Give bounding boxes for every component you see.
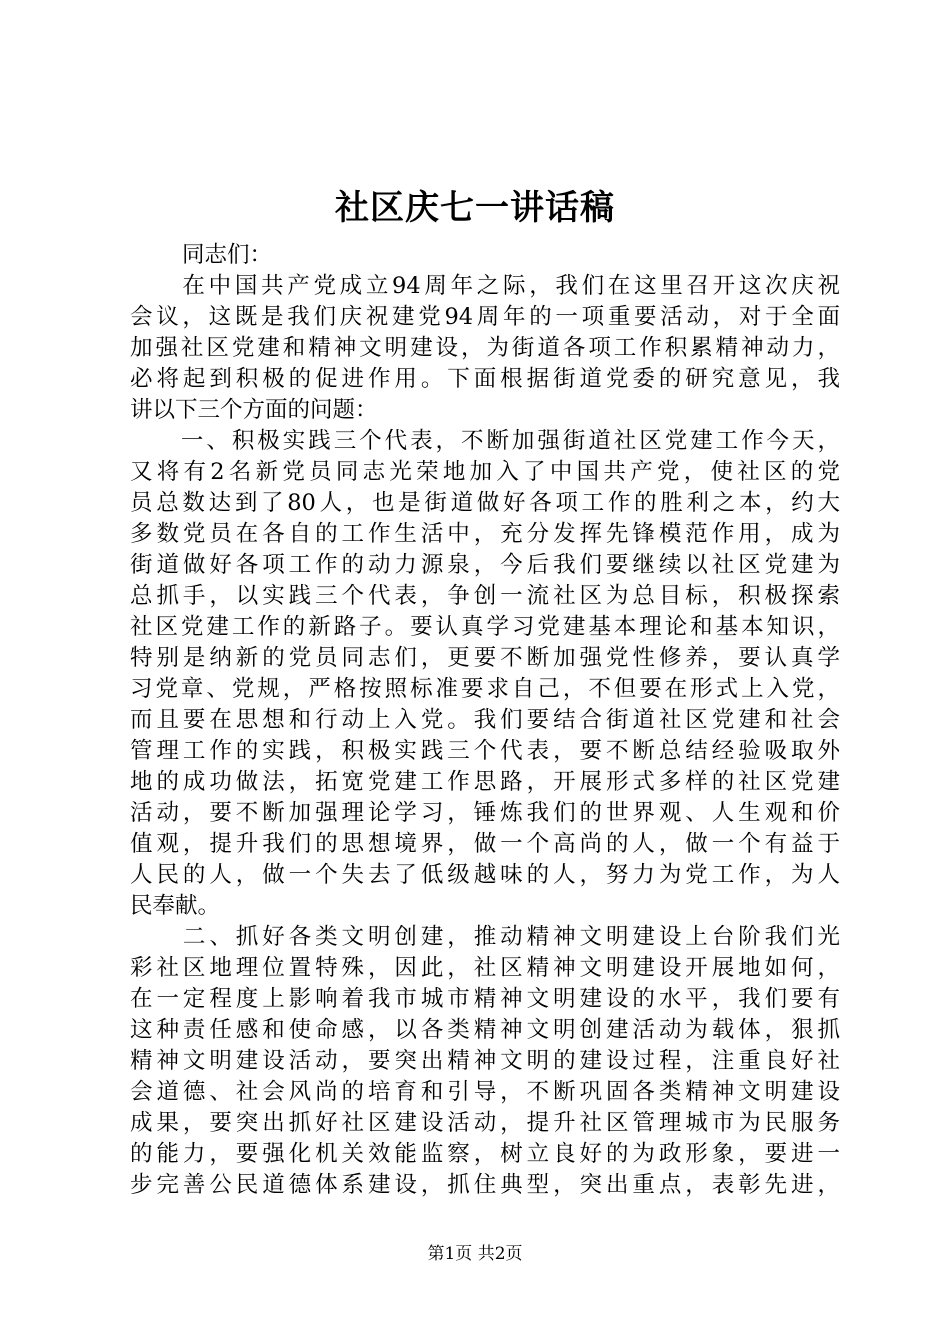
text-line: 民奉献。 <box>130 893 221 919</box>
text-line: 会议，这既是我们庆祝建党94周年的一项重要活动，对于全面 <box>130 304 840 330</box>
text-line: 讲以下三个方面的问题： <box>130 397 378 423</box>
text-line: 活动，要不断加强理论学习，锤炼我们的世界观、人生观和价 <box>130 800 840 826</box>
text-line: 加强社区党建和精神文明建设，为街道各项工作积累精神动力， <box>130 335 840 361</box>
text-line: 在一定程度上影响着我市城市精神文明建设的水平，我们要有 <box>130 986 840 1012</box>
page-number-footer: 第1页 共2页 <box>427 1244 523 1264</box>
text-line: 地的成功做法，拓宽党建工作思路，开展形式多样的社区党建 <box>130 769 840 795</box>
text-line: 而且要在思想和行动上入党。我们要结合街道社区党建和社会 <box>130 707 840 733</box>
text-line: 必将起到积极的促进作用。下面根据街道党委的研究意见，我 <box>130 366 840 392</box>
text-line: 员总数达到了80人，也是街道做好各项工作的胜利之本，约大 <box>130 490 840 516</box>
text-line: 的能力，要强化机关效能监察，树立良好的为政形象，要进一 <box>130 1141 840 1167</box>
document-body <box>130 240 840 1201</box>
text-line: 多数党员在各自的工作生活中，充分发挥先锋模范作用，成为 <box>130 521 840 547</box>
text-line: 彩社区地理位置特殊，因此，社区精神文明建设开展地如何， <box>130 955 840 981</box>
text-line: 街道做好各项工作的动力源泉，今后我们要继续以社区党建为 <box>130 552 840 578</box>
text-line: 人民的人，做一个失去了低级越味的人，努力为党工作，为人 <box>130 862 840 888</box>
text-line: 又将有2名新党员同志光荣地加入了中国共产党，使社区的党 <box>130 459 840 485</box>
document-title: 社区庆七一讲话稿 <box>335 188 615 228</box>
text-line: 一、积极实践三个代表，不断加强街道社区党建工作今天， <box>130 428 840 454</box>
text-line: 管理工作的实践，积极实践三个代表，要不断总结经验吸取外 <box>130 738 840 764</box>
text-line: 步完善公民道德体系建设，抓住典型，突出重点，表彰先进， <box>130 1172 840 1198</box>
text-line: 这种责任感和使命感，以各类精神文明创建活动为载体，狠抓 <box>130 1017 840 1043</box>
text-line: 值观，提升我们的思想境界，做一个高尚的人，做一个有益于 <box>130 831 840 857</box>
text-line: 特别是纳新的党员同志们，更要不断加强党性修养，要认真学 <box>130 645 840 671</box>
text-line: 精神文明建设活动，要突出精神文明的建设过程，注重良好社 <box>130 1048 840 1074</box>
text-line: 在中国共产党成立94周年之际，我们在这里召开这次庆祝 <box>130 273 840 299</box>
text-line: 总抓手，以实践三个代表，争创一流社区为总目标，积极探索 <box>130 583 840 609</box>
text-line: 二、抓好各类文明创建，推动精神文明建设上台阶我们光 <box>130 924 840 950</box>
text-line: 会道德、社会风尚的培育和引导，不断巩固各类精神文明建设 <box>130 1079 840 1105</box>
text-line: 社区党建工作的新路子。要认真学习党建基本理论和基本知识， <box>130 614 840 640</box>
text-line: 同志们： <box>182 242 273 268</box>
text-line: 习党章、党规，严格按照标准要求自己，不但要在形式上入党， <box>130 676 840 702</box>
text-line: 成果，要突出抓好社区建设活动，提升社区管理城市为民服务 <box>130 1110 840 1136</box>
